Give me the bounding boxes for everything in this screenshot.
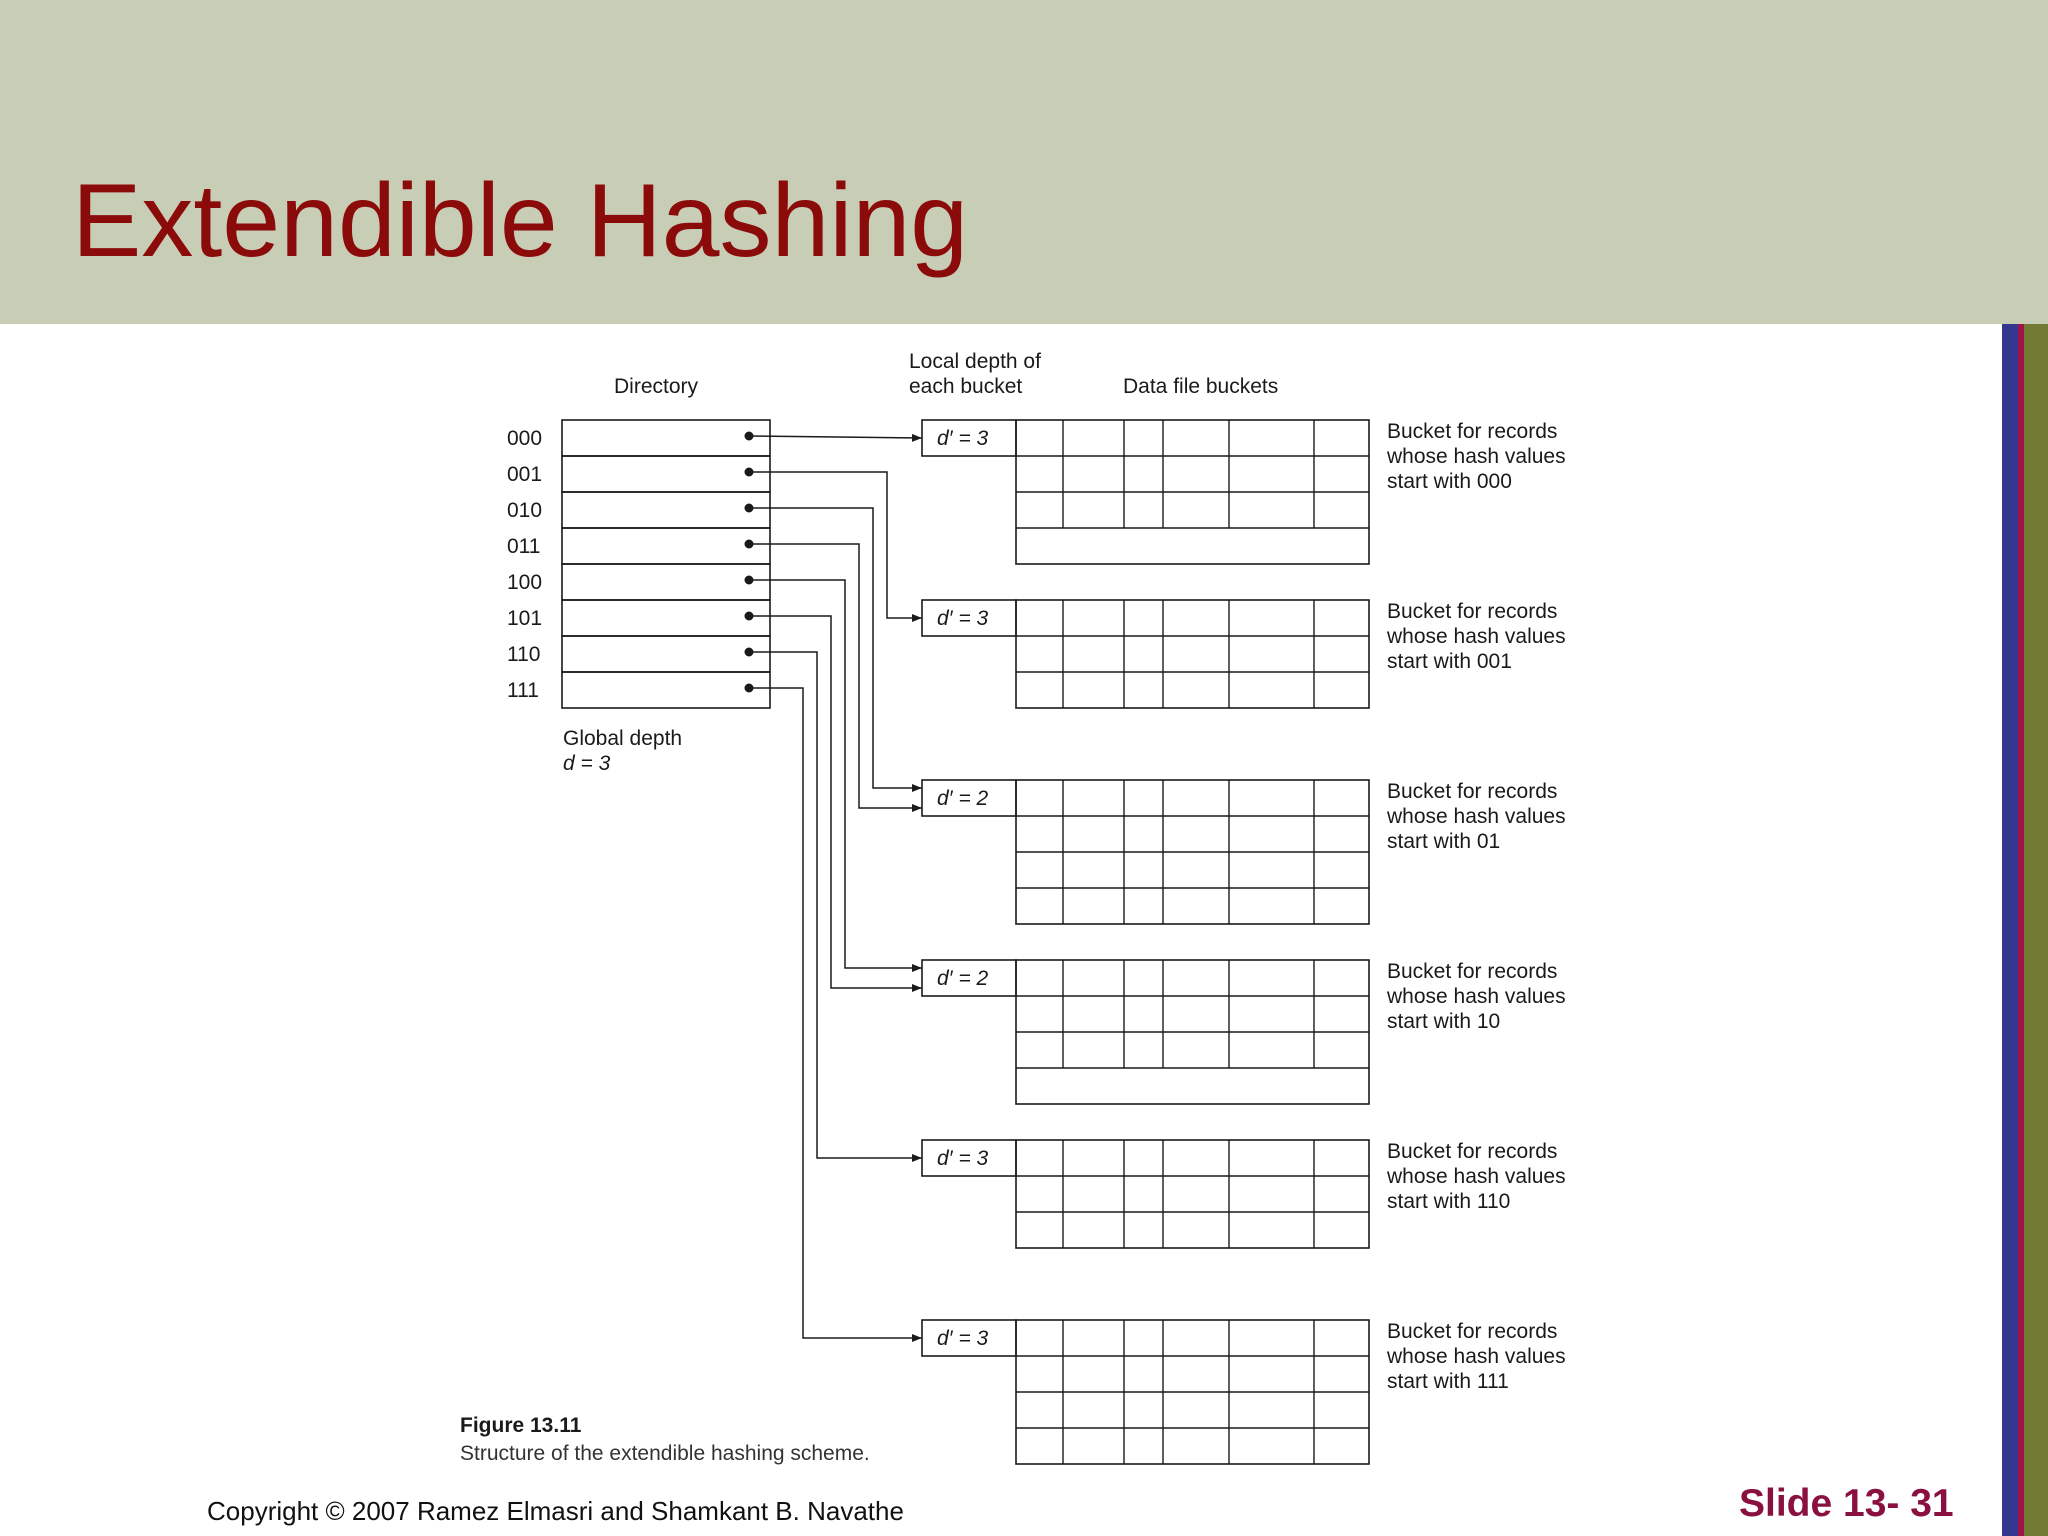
slide-number: Slide 13- 31 (1739, 1482, 1954, 1525)
pointer-arrow (749, 508, 922, 788)
global-depth-label: Global depth (563, 727, 683, 750)
copyright-text: Copyright © 2007 Ramez Elmasri and Shamkant B. Navathe (207, 1496, 904, 1526)
bucket-note-line: Bucket for records (1387, 780, 1558, 803)
local-depth-value: d′ = 3 (937, 427, 989, 450)
bucket-note-line: Bucket for records (1387, 420, 1558, 443)
local-depth-value: d′ = 3 (937, 607, 989, 630)
bucket-note-line: start with 000 (1387, 470, 1512, 493)
bucket-note-line: whose hash values (1387, 625, 1566, 648)
bucket-note-line: start with 01 (1387, 830, 1501, 853)
directory-cell (562, 456, 770, 492)
figure-caption-text: Structure of the extendible hashing scheme. (460, 1442, 870, 1465)
pointer-arrow (749, 616, 922, 988)
directory-entry-label: 101 (507, 607, 543, 630)
directory-cell (562, 672, 770, 708)
bucket-note-line: whose hash values (1387, 805, 1566, 828)
bucket-note-line: Bucket for records (1387, 960, 1558, 983)
bucket-note-line: Bucket for records (1387, 1140, 1558, 1163)
local-depth-value: d′ = 3 (937, 1327, 989, 1350)
bucket-note-line: start with 001 (1387, 650, 1512, 673)
directory-cell (562, 636, 770, 672)
directory-entry-label: 001 (507, 463, 543, 486)
global-depth-value: d = 3 (563, 752, 611, 775)
pointer-arrow (749, 652, 922, 1158)
directory-cell (562, 420, 770, 456)
data-buckets-label: Data file buckets (1123, 375, 1279, 398)
bucket-note-line: whose hash values (1387, 985, 1566, 1008)
bucket-note-line: Bucket for records (1387, 600, 1558, 623)
slide-title: Extendible Hashing (72, 163, 969, 279)
pointer-arrow (749, 472, 922, 618)
bucket-note-line: start with 10 (1387, 1010, 1501, 1033)
pointer-arrow (749, 688, 922, 1338)
local-depth-value: d′ = 3 (937, 1147, 989, 1170)
local-depth-label-line2: each bucket (909, 375, 1023, 398)
figure-caption-title: Figure 13.11 (460, 1414, 582, 1437)
bucket-body (1016, 1140, 1369, 1248)
directory-entry-label: 110 (507, 643, 541, 666)
bucket-note-line: whose hash values (1387, 445, 1566, 468)
bucket-note-line: start with 110 (1387, 1190, 1511, 1213)
directory-cell (562, 528, 770, 564)
local-depth-value: d′ = 2 (937, 787, 989, 810)
directory-cell (562, 600, 770, 636)
bucket-body (1016, 600, 1369, 708)
directory-entry-label: 100 (507, 571, 543, 594)
directory-entry-label: 010 (507, 499, 543, 522)
local-depth-value: d′ = 2 (937, 967, 989, 990)
directory-cell (562, 492, 770, 528)
bucket-note-line: Bucket for records (1387, 1320, 1558, 1343)
bucket-note-line: whose hash values (1387, 1345, 1566, 1368)
directory-cell (562, 564, 770, 600)
pointer-arrow (749, 436, 922, 438)
bucket-note-line: start with 111 (1387, 1370, 1509, 1393)
pointer-arrow (749, 544, 922, 808)
figure-structure (507, 420, 1566, 1464)
directory-entry-label: 111 (507, 679, 539, 702)
directory-entry-label: 011 (507, 535, 541, 558)
directory-label: Directory (614, 375, 699, 398)
directory-entry-label: 000 (507, 427, 543, 450)
local-depth-label-line1: Local depth of (909, 350, 1041, 373)
bucket-note-line: whose hash values (1387, 1165, 1566, 1188)
pointer-arrow (749, 580, 922, 968)
